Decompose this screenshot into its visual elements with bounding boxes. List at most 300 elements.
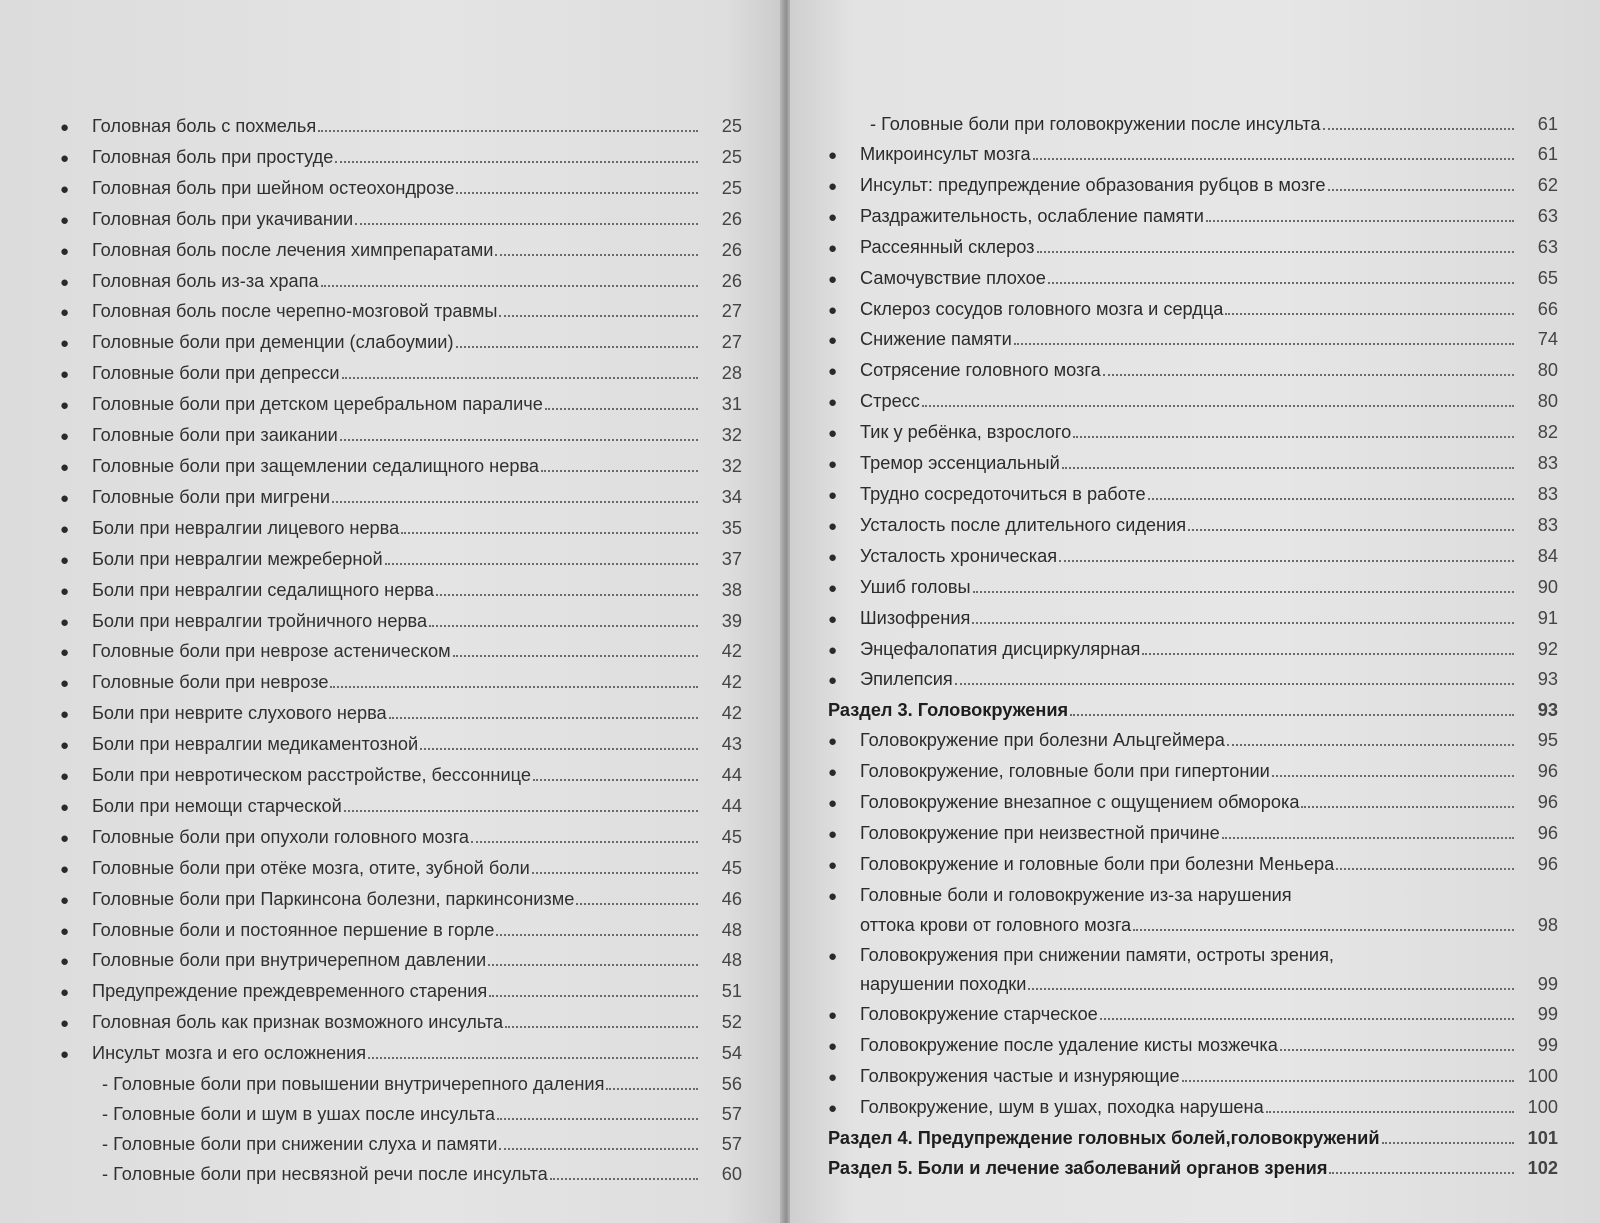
toc-entry-title-line1: Головные боли и головокружение из-за нарушения: [860, 884, 1292, 905]
toc-entry-title: Снижение памяти: [860, 329, 1012, 350]
toc-entry-page: 38: [721, 579, 742, 600]
dot-leader: [1062, 453, 1514, 469]
toc-entry-title: Головокружение, головные боли при гипертонии: [860, 761, 1270, 782]
bullet-icon: ●: [60, 953, 70, 971]
toc-entry-title: Головокружение при неизвестной причине: [860, 822, 1220, 843]
dot-leader: [342, 363, 698, 379]
toc-entry-page: 51: [721, 981, 742, 1002]
toc-entry: [60, 576, 742, 607]
dot-leader: [1059, 546, 1514, 562]
toc-entry-title: Тремор эссенциальный: [860, 453, 1060, 474]
toc-entry-title-line2: оттока крови от головного мозга: [860, 914, 1132, 935]
toc-entry-page: 54: [721, 1043, 742, 1064]
toc-entry-page: 34: [721, 486, 742, 507]
toc-entry-title: Раздел 5. Боли и лечение заболеваний органов зрения: [828, 1157, 1328, 1178]
toc-entry-page: 46: [721, 888, 742, 909]
toc-entry-page: 57: [721, 1133, 742, 1154]
dot-leader: [495, 240, 698, 256]
toc-entry-page: 42: [721, 672, 742, 693]
toc-entry: [828, 819, 1558, 850]
dot-leader: [532, 858, 698, 874]
toc-entry-title: Головные боли при депресси: [92, 363, 340, 384]
dot-leader: [488, 950, 698, 966]
toc-entry: [828, 387, 1558, 418]
toc-section-heading: [828, 1124, 1558, 1154]
toc-entry-page: 93: [1537, 700, 1558, 721]
toc-entry-title: Ушиб головы: [860, 576, 971, 597]
bullet-icon: ●: [60, 551, 70, 569]
bullet-icon: ●: [828, 856, 838, 874]
bullet-icon: ●: [60, 149, 70, 167]
toc-section-heading: [828, 696, 1558, 726]
dot-leader: [1014, 329, 1514, 345]
toc-entry: [828, 295, 1558, 326]
toc-entry: [60, 1008, 742, 1039]
toc-entry-title: Боли при невралгии межреберной: [92, 548, 383, 569]
toc-entry-title: Усталость после длительного сидения: [860, 514, 1187, 535]
toc-entry-page: 42: [721, 641, 742, 662]
toc-entry-title: Инсульт мозга и его осложнения: [92, 1043, 367, 1064]
bullet-icon: ●: [60, 984, 70, 1002]
dot-leader: [1328, 175, 1514, 191]
toc-entry: [828, 542, 1558, 573]
toc-entry-page: 96: [1537, 761, 1558, 782]
toc-entry-title: Трудно сосредоточиться в работе: [860, 483, 1146, 504]
bullet-icon: ●: [60, 489, 70, 507]
toc-entry: [60, 390, 742, 421]
bullet-icon: ●: [828, 548, 838, 566]
toc-entry-multiline: [828, 881, 1558, 941]
bullet-icon: ●: [828, 332, 838, 350]
toc-entry: [828, 449, 1558, 480]
bullet-icon: ●: [828, 1069, 838, 1087]
bullet-icon: ●: [60, 582, 70, 600]
toc-entry-title: Голвокружения частые и изнуряющие: [860, 1066, 1180, 1087]
toc-entry: [828, 418, 1558, 449]
bullet-icon: ●: [828, 672, 838, 690]
toc-entry-title: Боли при невралгии лицевого нерва: [92, 517, 400, 538]
bullet-icon: ●: [60, 180, 70, 198]
bullet-icon: ●: [60, 829, 70, 847]
toc-entry-page: 35: [721, 517, 742, 538]
toc-entry-title: Головные боли при опухоли головного мозга: [92, 826, 470, 847]
dot-leader: [550, 1164, 698, 1180]
toc-entry-title: Головные боли при неврозе астеническом: [92, 641, 451, 662]
dot-leader: [1188, 515, 1514, 531]
dot-leader: [1301, 792, 1514, 808]
bullet-icon: ●: [60, 922, 70, 940]
toc-entry: [60, 236, 742, 267]
toc-entry-page: 44: [721, 765, 742, 786]
bullet-icon: ●: [828, 517, 838, 535]
dot-leader: [1336, 854, 1514, 870]
toc-entry-page: 102: [1527, 1157, 1558, 1178]
toc-entry: [60, 483, 742, 514]
toc-entry-page: 32: [721, 455, 742, 476]
toc-entry-page: 57: [721, 1104, 742, 1124]
toc-entry-page: 31: [721, 394, 742, 415]
dot-leader: [330, 672, 698, 688]
toc-entry: [60, 359, 742, 390]
dot-leader: [1033, 144, 1514, 160]
dot-leader: [389, 703, 698, 719]
toc-entry: [828, 604, 1558, 635]
toc-entry: [828, 757, 1558, 788]
dot-leader: [496, 920, 698, 936]
toc-entry-page: 92: [1537, 638, 1558, 659]
dot-leader: [505, 1012, 698, 1028]
toc-entry-page: 99: [1537, 1004, 1558, 1025]
toc-entry-page: 63: [1537, 205, 1558, 226]
toc-entry: [60, 452, 742, 483]
toc-sub-entry: [60, 1160, 742, 1190]
toc-entry-title: Головные боли при мигрени: [92, 486, 331, 507]
toc-entry: [60, 174, 742, 205]
toc-entry-page: 27: [721, 301, 742, 322]
dot-leader: [1103, 360, 1514, 376]
toc-entry: [60, 637, 742, 668]
toc-entry-page: 90: [1537, 576, 1558, 597]
dot-leader: [1280, 1035, 1514, 1051]
dot-leader: [606, 1074, 698, 1090]
toc-entry: [828, 635, 1558, 666]
dot-leader: [453, 641, 698, 657]
toc-entry-page: 56: [721, 1074, 742, 1095]
toc-entry: [828, 573, 1558, 604]
toc-entry-title: Микроинсульт мозга: [860, 144, 1031, 164]
toc-entry-title: Головная боль после черепно-мозговой травмы: [92, 301, 498, 322]
toc-entry-title: Головокружение после удаление кисты мозжечка: [860, 1035, 1278, 1056]
toc-entry-page: 96: [1537, 792, 1558, 813]
toc-entry-page: 96: [1537, 822, 1558, 843]
bullet-icon: ●: [828, 1100, 838, 1118]
toc-entry-title: Предупреждение преждевременного старения: [92, 981, 488, 1002]
toc-sub-entry: [60, 1130, 742, 1160]
toc-entry-page: 32: [721, 425, 742, 446]
bullet-icon: ●: [828, 208, 838, 226]
toc-entry-title: Боли при невралгии медикаментозной: [92, 734, 419, 755]
toc-entry-title: - Головные боли и шум в ушах после инсульта: [92, 1100, 495, 1130]
toc-entry-page: 84: [1537, 545, 1558, 566]
toc-entry-title-line2: нарушении походки: [860, 974, 1027, 995]
dot-leader: [1225, 299, 1514, 315]
toc-entry: [828, 1031, 1558, 1062]
toc-entry-page: 48: [721, 919, 742, 940]
toc-entry: [60, 328, 742, 359]
toc-entry-page: 83: [1537, 483, 1558, 504]
bullet-icon: ●: [60, 644, 70, 662]
toc-entry-page: 26: [721, 208, 742, 229]
dot-leader: [1148, 484, 1514, 500]
dot-leader: [1266, 1097, 1514, 1113]
toc-entry-title: Голвокружение, шум в ушах, походка нарушена: [860, 1097, 1264, 1118]
dot-leader: [972, 608, 1514, 624]
toc-entry: [828, 233, 1558, 264]
toc-entry-title: Головные боли при детском церебральном параличе: [92, 394, 543, 415]
dot-leader: [955, 669, 1514, 685]
dot-leader: [340, 425, 698, 441]
toc-entry: [828, 726, 1558, 757]
toc-entry-title: Сотрясение головного мозга: [860, 360, 1101, 381]
bullet-icon: ●: [828, 887, 838, 905]
bullet-icon: ●: [828, 456, 838, 474]
toc-entry: [60, 823, 742, 854]
toc-sub-entry: [828, 110, 1558, 140]
toc-entry-title: Головная боль из-за храпа: [92, 270, 319, 291]
toc-entry-page: 80: [1537, 360, 1558, 381]
toc-entry-page: 74: [1537, 329, 1558, 350]
bullet-icon: ●: [60, 458, 70, 476]
toc-entry: [828, 788, 1558, 819]
toc-entry-title: Самочувствие плохое: [860, 267, 1046, 288]
dot-leader: [368, 1043, 698, 1059]
dot-leader: [922, 391, 1514, 407]
bullet-icon: ●: [60, 798, 70, 816]
toc-sub-entry: [60, 1100, 742, 1130]
toc-section-heading: [828, 1154, 1558, 1184]
toc-entry-page: 43: [721, 734, 742, 755]
toc-entry-title: Боли при невралгии тройничного нерва: [92, 610, 428, 631]
toc-entry-title: Боли при невралгии седалищного нерва: [92, 579, 435, 600]
toc-entry-title: Головные боли и постоянное першение в горле: [92, 919, 495, 940]
toc-entry: [828, 1093, 1558, 1124]
right-toc-list: [828, 110, 1558, 140]
toc-entry-title: Головные боли при Паркинсона болезни, паркинсонизме: [92, 888, 575, 909]
bullet-icon: ●: [60, 1015, 70, 1033]
bullet-icon: ●: [828, 825, 838, 843]
toc-entry-title: Тик у ребёнка, взрослого: [860, 422, 1072, 443]
bullet-icon: ●: [60, 891, 70, 909]
toc-entry: [828, 264, 1558, 295]
toc-entry-title-line1: Головокружения при снижении памяти, остроты зрения,: [860, 944, 1334, 965]
toc-entry-page: 99: [1537, 1035, 1558, 1056]
toc-entry: [828, 171, 1558, 202]
bullet-icon: ●: [60, 520, 70, 538]
toc-entry-title: - Головные боли при несвязной речи после инсульта: [92, 1160, 548, 1190]
dot-leader: [499, 301, 698, 317]
bullet-icon: ●: [60, 397, 70, 415]
dot-leader: [1073, 422, 1514, 438]
toc-entry-page: 37: [721, 548, 742, 569]
dot-leader: [499, 1134, 698, 1150]
dot-leader: [1323, 114, 1514, 130]
toc-entry-title: Головные боли при защемлении седалищного нерва: [92, 455, 540, 476]
toc-entry-page: 101: [1527, 1128, 1558, 1148]
toc-entry-title: Головокружение при болезни Альцгеймера: [860, 730, 1225, 751]
toc-entry-title: Раздел 4. Предупреждение головных болей,головокружений: [828, 1128, 1380, 1148]
toc-entry-page: 83: [1537, 514, 1558, 535]
toc-entry-page: 95: [1537, 730, 1558, 751]
toc-entry-title: Головная боль при простуде: [92, 146, 334, 167]
toc-entry-title: Головная боль как признак возможного инсульта: [92, 1012, 504, 1033]
dot-leader: [1070, 700, 1514, 716]
toc-entry: [60, 977, 742, 1008]
toc-entry-title: Склероз сосудов головного мозга и сердца: [860, 298, 1224, 319]
dot-leader: [1100, 1004, 1514, 1020]
toc-entry: [60, 297, 742, 328]
toc-entry: [60, 885, 742, 916]
bullet-icon: ●: [828, 1038, 838, 1056]
toc-entry-title: Раздел 3. Головокружения: [828, 700, 1069, 721]
toc-entry-page: 83: [1537, 453, 1558, 474]
bullet-icon: ●: [828, 425, 838, 443]
toc-entry: [60, 267, 742, 298]
toc-entry-title: Головная боль с похмелья: [92, 116, 317, 136]
dot-leader: [1142, 639, 1514, 655]
toc-entry-title: Головокружение внезапное с ощущением обморока: [860, 792, 1300, 813]
dot-leader: [456, 332, 698, 348]
bullet-icon: ●: [828, 795, 838, 813]
dot-leader: [545, 394, 698, 410]
bullet-icon: ●: [60, 1046, 70, 1064]
dot-leader: [1182, 1066, 1514, 1082]
toc-entry-page: 82: [1537, 422, 1558, 443]
dot-leader: [1028, 974, 1514, 990]
toc-entry-page: 25: [721, 146, 742, 167]
toc-entry: [60, 143, 742, 174]
toc-entry: [60, 699, 742, 730]
toc-entry-page: 61: [1537, 144, 1558, 164]
toc-entry-page: 96: [1537, 853, 1558, 874]
toc-entry: [60, 421, 742, 452]
toc-entry-title: Головокружение старческое: [860, 1004, 1098, 1025]
bullet-icon: ●: [60, 737, 70, 755]
bullet-icon: ●: [828, 579, 838, 597]
dot-leader: [1133, 915, 1514, 931]
toc-entry-page: 60: [721, 1163, 742, 1184]
toc-entry-page: 63: [1537, 236, 1558, 257]
dot-leader: [497, 1104, 698, 1120]
toc-entry: [60, 946, 742, 977]
dot-leader: [335, 147, 698, 163]
bullet-icon: ●: [60, 335, 70, 353]
toc-entry-title: Головная боль при укачивании: [92, 208, 354, 229]
toc-entry-page: 91: [1537, 607, 1558, 628]
toc-sub-entry: [60, 1070, 742, 1100]
dot-leader: [355, 209, 698, 225]
toc-entry-page: 28: [721, 363, 742, 384]
toc-entry-page: 44: [721, 795, 742, 816]
toc-entry-page: 100: [1527, 1097, 1558, 1118]
toc-entry-page: 98: [1537, 914, 1558, 935]
toc-entry-title: Рассеянный склероз: [860, 236, 1035, 257]
toc-entry-title: Головная боль при шейном остеохондрозе: [92, 177, 455, 198]
dot-leader: [533, 765, 698, 781]
bullet-icon: ●: [828, 610, 838, 628]
dot-leader: [456, 178, 698, 194]
dot-leader: [420, 734, 698, 750]
toc-entry-page: 27: [721, 332, 742, 353]
toc-entry-title: Раздражительность, ослабление памяти: [860, 205, 1204, 226]
toc-entry-page: 39: [721, 610, 742, 631]
bullet-icon: ●: [828, 1007, 838, 1025]
toc-entry: [828, 511, 1558, 542]
bullet-icon: ●: [60, 273, 70, 291]
toc-entry-page: 66: [1537, 298, 1558, 319]
dot-leader: [1272, 761, 1514, 777]
toc-entry-page: 62: [1537, 174, 1558, 195]
toc-entry-title: - Головные боли при снижении слуха и памяти: [92, 1130, 497, 1160]
bullet-icon: ●: [60, 613, 70, 631]
toc-entry-title: Боли при невротическом расстройстве, бессоннице: [92, 765, 531, 786]
toc-entry-title: - Головные боли при повышении внутричерепного даления: [92, 1070, 604, 1100]
dot-leader: [436, 580, 698, 596]
bullet-icon: ●: [828, 947, 838, 965]
dot-leader: [1206, 206, 1514, 222]
dot-leader: [576, 889, 698, 905]
bullet-icon: ●: [60, 366, 70, 384]
bullet-icon: ●: [828, 239, 838, 257]
toc-entry: [60, 112, 742, 143]
right-toc-main: [828, 140, 1558, 1184]
bullet-icon: ●: [828, 394, 838, 412]
dot-leader: [1048, 268, 1514, 284]
bullet-icon: ●: [828, 270, 838, 288]
toc-entry: [828, 356, 1558, 387]
toc-entry-page: 26: [721, 239, 742, 260]
toc-entry: [828, 325, 1558, 356]
toc-entry: [60, 205, 742, 236]
toc-entry-title: Головные боли при неврозе: [92, 672, 329, 693]
dot-leader: [429, 611, 698, 627]
dot-leader: [541, 456, 698, 472]
toc-entry-page: 100: [1527, 1066, 1558, 1087]
bullet-icon: ●: [60, 860, 70, 878]
toc-entry-page: 26: [721, 270, 742, 291]
toc-entry-page: 99: [1537, 974, 1558, 995]
toc-entry-title: Боли при неврите слухового нерва: [92, 703, 387, 724]
left-toc-list: [60, 112, 742, 1190]
toc-entry: [60, 514, 742, 545]
toc-entry: [828, 1000, 1558, 1031]
bullet-icon: ●: [828, 363, 838, 381]
left-page: [0, 0, 788, 1223]
dot-leader: [318, 116, 698, 132]
dot-leader: [385, 549, 698, 565]
toc-entry: [60, 668, 742, 699]
toc-entry-page: 45: [721, 826, 742, 847]
dot-leader: [973, 577, 1514, 593]
right-page: [790, 0, 1600, 1223]
dot-leader: [489, 981, 698, 997]
dot-leader: [471, 827, 698, 843]
toc-entry-page: 25: [721, 116, 742, 136]
toc-entry-title: Головные боли при внутричерепном давлении: [92, 950, 487, 971]
toc-entry-title: Головокружение и головные боли при болезни Меньера: [860, 853, 1335, 874]
toc-entry-title: Головная боль после лечения химпрепаратами: [92, 239, 494, 260]
toc-entry-title: Стресс: [860, 391, 920, 412]
dot-leader: [1382, 1128, 1514, 1144]
toc-entry-title: Энцефалопатия дисциркулярная: [860, 638, 1141, 659]
bullet-icon: ●: [60, 428, 70, 446]
toc-entry: [828, 1062, 1558, 1093]
toc-entry-page: 48: [721, 950, 742, 971]
bullet-icon: ●: [828, 147, 838, 164]
toc-entry-multiline: [828, 941, 1558, 1001]
toc-entry-title: Головные боли при деменции (слабоумии): [92, 332, 454, 353]
toc-entry: [60, 761, 742, 792]
toc-entry-page: 25: [721, 177, 742, 198]
toc-entry-page: 61: [1537, 114, 1558, 134]
toc-entry-title: Инсульт: предупреждение образования рубцов в мозге: [860, 174, 1326, 195]
bullet-icon: ●: [60, 768, 70, 786]
toc-entry: [60, 916, 742, 947]
toc-entry-title: - Головные боли при головокружении после инсульта: [860, 110, 1321, 140]
bullet-icon: ●: [828, 733, 838, 751]
toc-entry: [60, 607, 742, 638]
bullet-icon: ●: [828, 641, 838, 659]
toc-entry-title: Эпилепсия: [860, 669, 953, 690]
